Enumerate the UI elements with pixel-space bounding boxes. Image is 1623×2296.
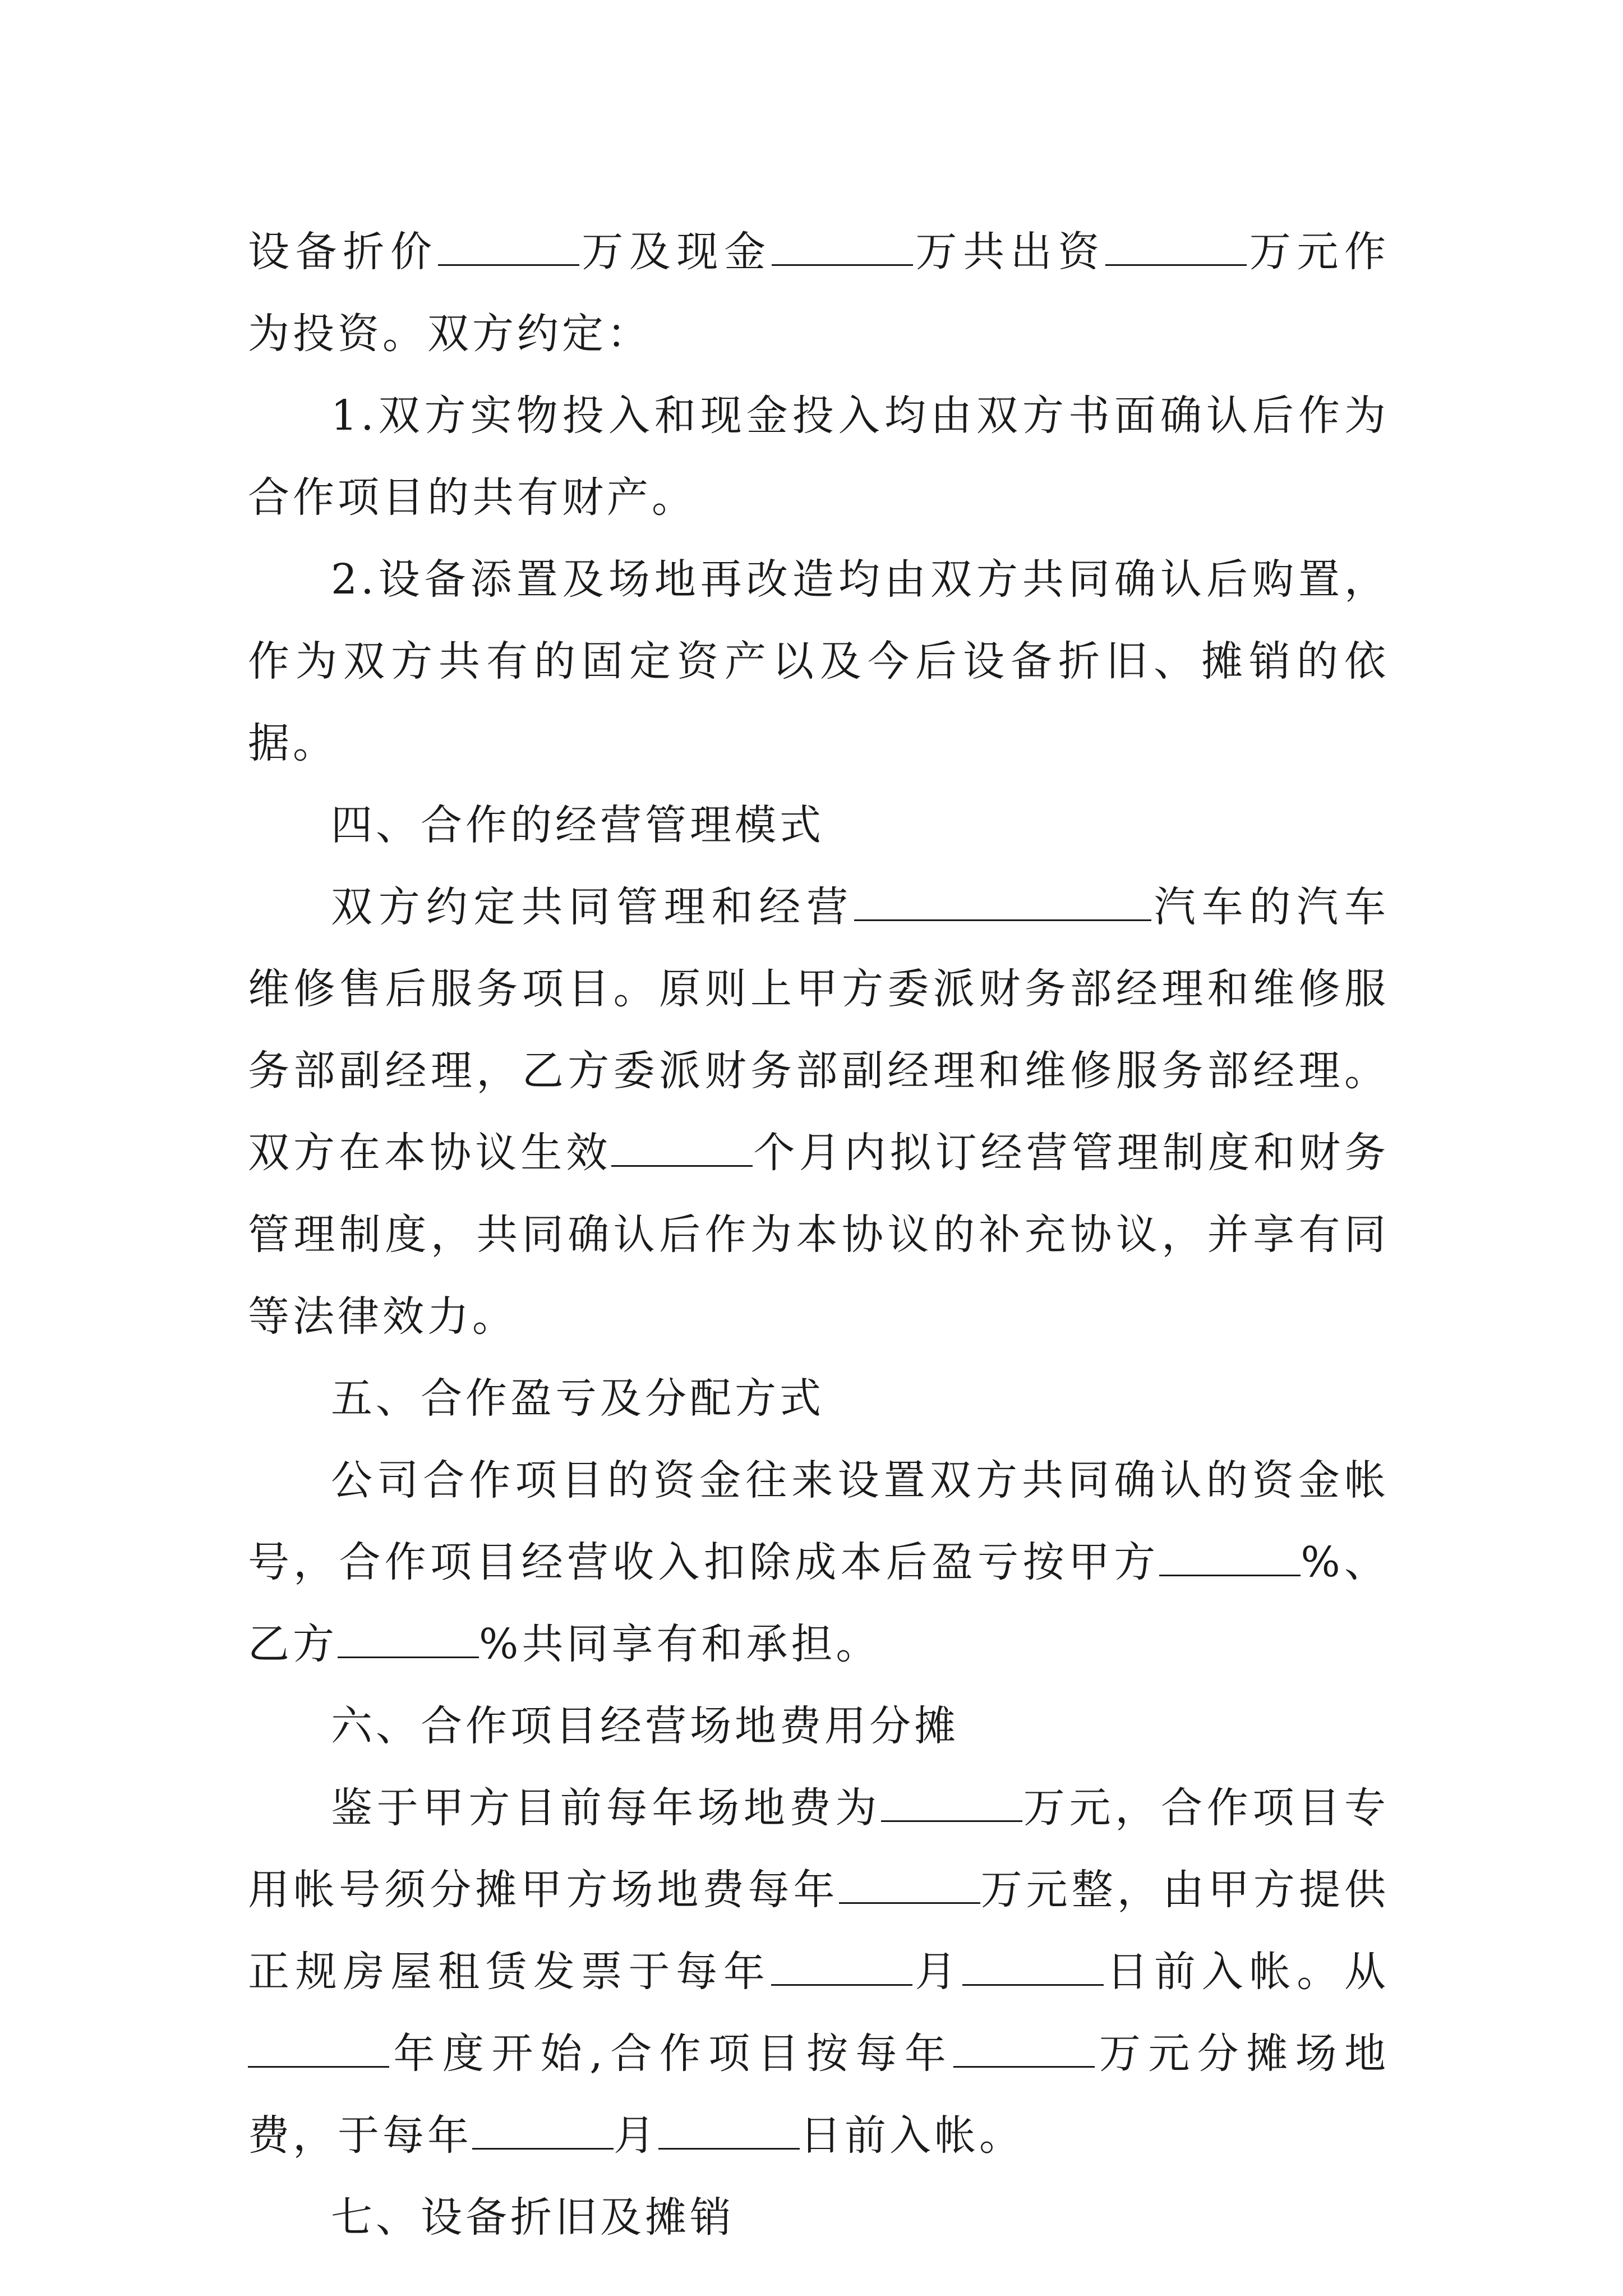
section-heading-4: 四、合作的经营管理模式	[331, 801, 824, 849]
text-run: 公司合作项目的资金往来设置双方共同确认的资金帐号，合作项目经营收入扣除成本后盈亏按甲方	[248, 1456, 1389, 1586]
blank-field[interactable]	[881, 1782, 1022, 1822]
text-run: 万共出资	[912, 228, 1106, 276]
blank-field[interactable]	[1159, 1536, 1301, 1576]
text-run: %共同享有和承担。	[479, 1620, 881, 1668]
blank-field[interactable]	[248, 2028, 389, 2068]
section-heading-5: 五、合作盈亏及分配方式	[331, 1374, 824, 1423]
blank-field[interactable]	[854, 881, 1151, 921]
text-run: 年度开始,合作项目按每年	[389, 2030, 954, 2078]
blank-field[interactable]	[472, 2110, 614, 2150]
text-run: 万元，合作项目专用帐号须分摊甲方场地费每年	[248, 1784, 1389, 1914]
text-run: 日前入帐。	[800, 2111, 1024, 2160]
document-body	[248, 211, 1389, 2258]
blank-field[interactable]	[771, 1946, 912, 1986]
section-heading-6: 六、合作项目经营场地费用分摊	[331, 1702, 959, 1750]
paragraph-management	[248, 866, 1389, 1358]
text-run: 万元整，由甲方提供正规房屋租赁发票于每年	[248, 1866, 1390, 1996]
text-run: 万及现金	[579, 228, 772, 276]
section-heading-7: 七、设备折旧及摊销	[331, 2193, 735, 2242]
text-run: %、乙方	[248, 1538, 1389, 1668]
blank-field[interactable]	[962, 1946, 1104, 1986]
text-run: 日前入帐。从	[1104, 1948, 1390, 1996]
paragraph-clause-1: 1.双方实物投入和现金投入均由双方书面确认后作为合作项目的共有财产。	[248, 392, 1389, 522]
paragraph-profit-loss	[248, 1439, 1389, 1685]
text-run: 月	[912, 1948, 963, 1996]
blank-field[interactable]	[772, 226, 913, 266]
blank-field[interactable]	[839, 1864, 980, 1904]
blank-field[interactable]	[658, 2110, 800, 2150]
text-run: 万元作为投资。双方约定：	[248, 228, 1390, 358]
paragraph-clause-2: 2.设备添置及场地再改造均由双方共同确认后购置，作为双方共有的固定资产以及今后设备折旧、摊销的依据。	[248, 555, 1389, 767]
blank-field[interactable]	[611, 1127, 753, 1167]
blank-field[interactable]	[1105, 226, 1247, 266]
paragraph-site-fees	[248, 1767, 1389, 2177]
blank-field[interactable]	[438, 226, 579, 266]
text-run: 汽车的汽车维修售后服务项目。原则上甲方委派财务部经理和维修服务部副经理，乙方委派财务部副经理和维修服务部经理。双方在本协议生效	[248, 883, 1389, 1177]
paragraph-investment	[248, 211, 1389, 375]
text-run: 双方约定共同管理和经营	[331, 883, 854, 931]
text-run: 月	[614, 2111, 658, 2160]
blank-field[interactable]	[338, 1618, 479, 1658]
text-run: 万元分摊场地费，于每年	[248, 2030, 1390, 2160]
text-run: 设备折价	[248, 228, 438, 276]
text-run: 鉴于甲方目前每年场地费为	[331, 1784, 881, 1832]
text-run: 个月内拟订经营管理制度和财务管理制度，共同确认后作为本协议的补充协议，并享有同等法律效力。	[248, 1129, 1390, 1341]
blank-field[interactable]	[953, 2028, 1095, 2068]
